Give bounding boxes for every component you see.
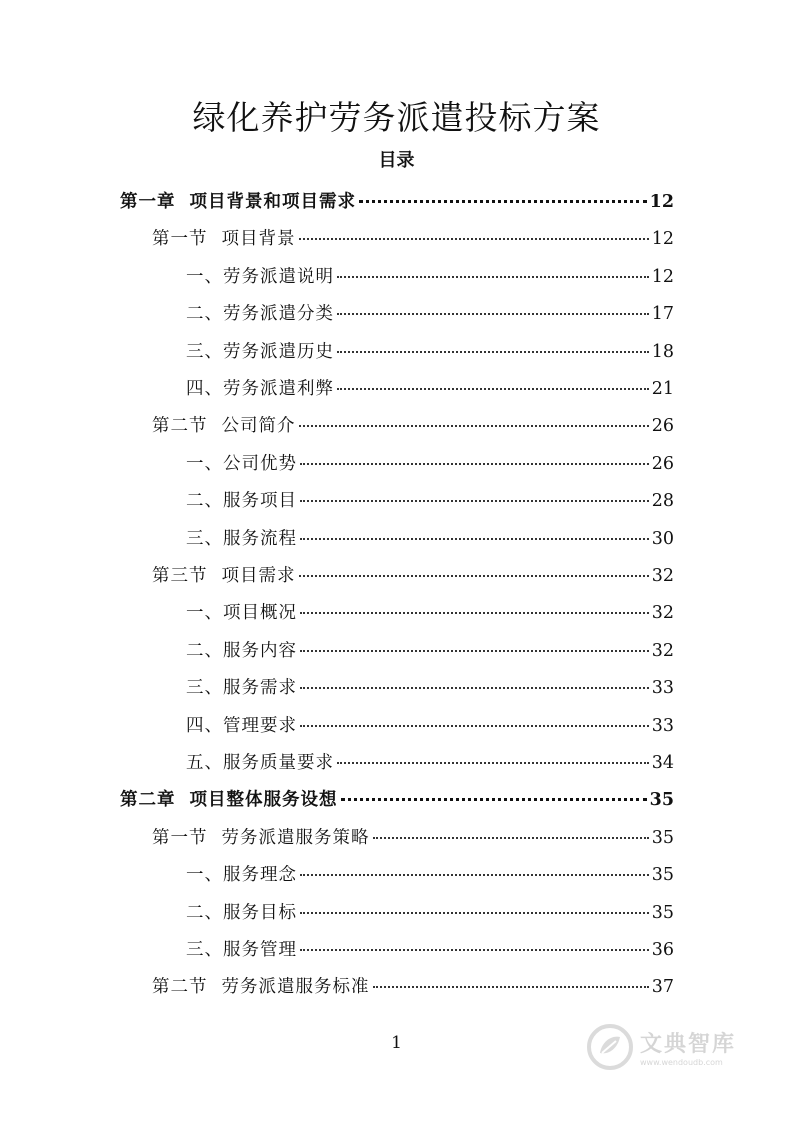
toc-entry-text: 劳务派遣分类 [223,304,334,325]
toc-leader-dots [300,874,649,876]
toc-entry-number: 四、 [186,715,223,736]
toc-leader-dots [337,276,649,278]
toc-entry-level-3[interactable] [186,525,674,555]
toc-page-number: 18 [651,341,674,362]
toc-entry-text: 服务项目 [223,491,297,512]
toc-page-number: 35 [651,865,674,886]
watermark-text: 文典智库 [640,1032,737,1057]
toc-leader-dots [300,500,649,502]
toc-entry-text: 劳务派遣利弊 [223,379,334,399]
toc-entry-level-2[interactable] [152,973,674,1003]
toc-entry-text: 服务内容 [223,640,297,661]
toc-entry-text: 项目概况 [223,603,297,624]
toc-entry-label [152,973,370,998]
toc-entry-label [186,936,297,961]
toc-entry-level-3[interactable] [186,263,674,293]
watermark-url: www.wendoudb.com [640,1058,723,1067]
toc-leader-dots [300,725,649,727]
toc-page-number: 12 [649,192,674,212]
toc-page-number: 30 [651,528,674,549]
toc-entry-number: 一、 [186,603,223,624]
toc-page-number: 12 [651,229,674,250]
toc-leader-dots [300,687,649,689]
toc-entry-text: 服务管理 [223,940,297,960]
toc-entry-number: 三、 [186,341,223,362]
leaf-logo-icon [586,1023,634,1071]
toc-entry-level-3[interactable] [186,487,674,517]
toc-entry-level-3[interactable] [186,375,674,405]
toc-entry-number: 三、 [186,940,223,960]
toc-entry-label [120,786,338,811]
toc-entry-level-2[interactable] [152,824,674,854]
toc-leader-dots [300,949,649,951]
toc-leader-dots [337,762,649,764]
toc-leader-dots [359,200,647,203]
toc-entry-label [186,899,297,924]
toc-leader-dots [373,986,649,988]
watermark [586,1022,776,1072]
toc-page-number: 35 [651,827,674,848]
toc-page-number: 34 [651,753,674,773]
toc-entry-level-3[interactable] [186,599,674,629]
toc-entry-number: 五、 [186,753,223,773]
toc-leader-dots [300,650,649,652]
toc-entry-text: 项目背景 [221,229,296,250]
toc-entry-number: 第一节 [152,229,208,250]
toc-entry-label [186,674,297,699]
toc-entry-level-3[interactable] [186,338,674,368]
toc-leader-dots [337,388,649,390]
toc-entry-text: 项目背景和项目需求 [189,192,356,212]
toc-leader-dots [300,538,649,540]
toc-entry-number: 一、 [186,865,223,886]
toc-entry-level-3[interactable] [186,936,674,966]
toc-entry-level-3[interactable] [186,749,674,779]
toc-heading: 目录 [378,150,415,171]
toc-entry-label [186,263,334,288]
toc-entry-label [152,562,296,587]
toc-leader-dots [337,313,649,315]
toc-entry-label [186,487,297,512]
toc-page-number: 35 [651,902,674,923]
toc-entry-text: 服务目标 [223,902,297,923]
toc-page-number: 26 [651,416,674,437]
toc-entry-text: 管理要求 [223,715,297,736]
toc-entry-text: 劳务派遣服务标准 [221,977,370,998]
toc-leader-dots [341,798,647,801]
toc-entry-number: 二、 [186,902,223,923]
toc-entry-label [186,637,297,662]
toc-entry-text: 劳务派遣说明 [223,266,334,287]
toc-entry-level-3[interactable] [186,637,674,667]
toc-entry-label [186,300,334,325]
page-number: 1 [391,1033,402,1053]
toc-entry-label [186,450,297,475]
toc-entry-label [152,412,296,437]
toc-leader-dots [300,912,649,914]
toc-entry-level-2[interactable] [152,225,674,255]
toc-page-number: 32 [651,566,674,586]
toc-entry-level-2[interactable] [152,562,674,592]
toc-entry-text: 项目整体服务设想 [189,790,338,811]
toc-entry-text: 服务需求 [223,678,297,699]
toc-leader-dots [373,837,649,839]
toc-entry-number: 四、 [186,379,223,399]
toc-entry-level-3[interactable] [186,899,674,929]
toc-entry-label [186,338,334,363]
toc-entry-number: 三、 [186,528,223,549]
toc-entry-label [186,375,334,400]
toc-entry-number: 二、 [186,304,223,325]
toc-page-number: 26 [651,453,674,474]
toc-leader-dots [299,238,649,240]
document-title: 绿化养护劳务派遣投标方案 [192,98,601,137]
toc-entry-text: 劳务派遣服务策略 [221,827,370,848]
toc-entry-text: 服务流程 [223,528,297,549]
toc-entry-level-3[interactable] [186,300,674,330]
toc-page-number: 28 [651,491,674,512]
toc-entry-label [186,525,297,550]
toc-page-number: 12 [651,266,674,287]
toc-page-number: 37 [651,977,674,998]
toc-entry-number: 二、 [186,640,223,661]
toc-entry-text: 劳务派遣历史 [223,341,334,362]
toc-page-number: 17 [651,304,674,325]
toc-entry-label [186,749,334,774]
toc-entry-number: 第一章 [120,192,176,212]
toc-entry-level-1[interactable] [120,786,674,816]
toc-page-number: 35 [649,790,674,811]
toc-leader-dots [299,575,649,577]
toc-entry-text: 公司简介 [221,416,296,437]
toc-entry-label [186,712,297,737]
toc-entry-text: 服务理念 [223,865,297,886]
toc-page-number: 32 [651,603,674,624]
toc-entry-label [120,188,356,213]
toc-entry-number: 三、 [186,678,223,699]
toc-leader-dots [299,425,649,427]
toc-entry-level-3[interactable] [186,861,674,891]
toc-entry-number: 第二节 [152,416,208,437]
toc-leader-dots [300,612,649,614]
toc-entry-label [186,599,297,624]
toc-page-number: 32 [651,640,674,661]
toc-entry-number: 一、 [186,266,223,287]
toc-entry-number: 第二节 [152,977,208,998]
toc-entry-level-2[interactable] [152,412,674,442]
toc-entry-number: 第二章 [120,790,176,811]
toc-page-number: 33 [651,715,674,736]
toc-entry-text: 公司优势 [223,453,297,474]
toc-leader-dots [300,463,649,465]
toc-entry-label [152,225,296,250]
toc-entry-level-3[interactable] [186,712,674,742]
toc-page-number: 21 [651,379,674,399]
toc-entry-level-3[interactable] [186,450,674,480]
toc-entry-number: 第三节 [152,566,208,586]
toc-entry-label [186,861,297,886]
toc-entry-number: 一、 [186,453,223,474]
toc-entry-level-1[interactable] [120,188,674,218]
toc-page-number: 33 [651,678,674,699]
toc-entry-number: 二、 [186,491,223,512]
toc-entry-level-3[interactable] [186,674,674,704]
toc-entry-number: 第一节 [152,827,208,848]
toc-entry-label [152,824,370,849]
toc-page-number: 36 [651,940,674,960]
toc-entry-text: 项目需求 [221,566,296,586]
toc-entry-text: 服务质量要求 [223,753,334,773]
toc-leader-dots [337,351,649,353]
